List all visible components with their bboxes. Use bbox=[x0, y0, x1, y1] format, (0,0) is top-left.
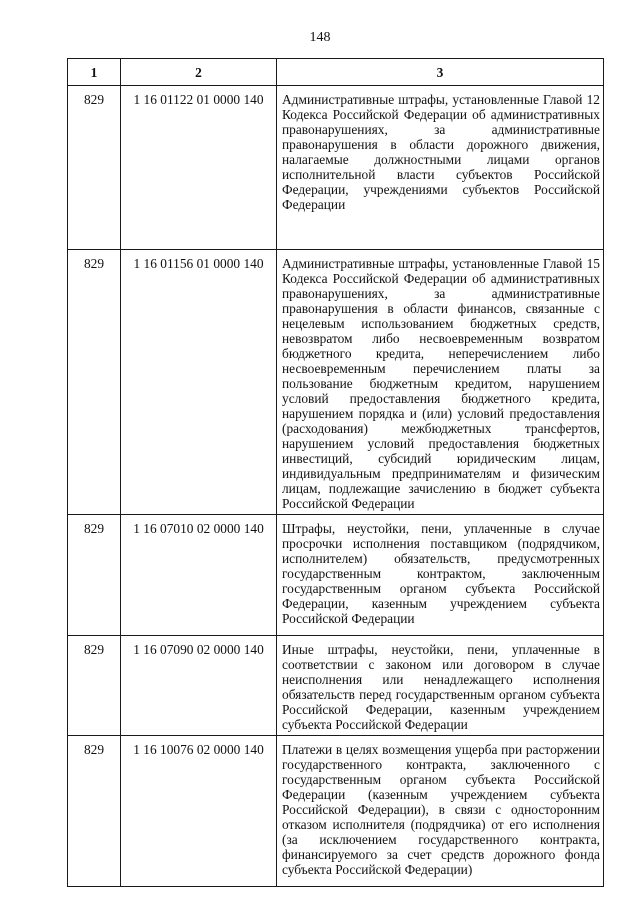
description-cell bbox=[277, 515, 604, 636]
kbk-code-cell: 1 16 07090 02 0000 140 bbox=[121, 636, 277, 736]
description-cell bbox=[277, 736, 604, 887]
column-header-3: 3 bbox=[277, 59, 604, 86]
table-row bbox=[68, 250, 604, 515]
budget-codes-table bbox=[67, 58, 604, 887]
page-number: 148 bbox=[309, 30, 331, 45]
description-text: Иные штрафы, неустойки, пени, уплаченные в соответствии с законом или договором в случае неисполнения или ненадлежащего исполнения обязательств перед государственным органом субъекта Российской Федерации, казенным учреждением субъекта Российской Федерации bbox=[282, 642, 600, 732]
admin-code-cell: 829 bbox=[68, 515, 121, 636]
table-header-row bbox=[68, 59, 604, 86]
kbk-code-cell: 1 16 07010 02 0000 140 bbox=[121, 515, 277, 636]
table-row bbox=[68, 736, 604, 887]
table-row bbox=[68, 86, 604, 250]
column-header-1: 1 bbox=[68, 59, 121, 86]
table-row bbox=[68, 515, 604, 636]
table-row bbox=[68, 636, 604, 736]
admin-code-cell: 829 bbox=[68, 250, 121, 515]
admin-code-cell: 829 bbox=[68, 636, 121, 736]
admin-code-cell: 829 bbox=[68, 86, 121, 250]
kbk-code-cell: 1 16 10076 02 0000 140 bbox=[121, 736, 277, 887]
kbk-code-cell: 1 16 01156 01 0000 140 bbox=[121, 250, 277, 515]
description-cell bbox=[277, 636, 604, 736]
admin-code-cell: 829 bbox=[68, 736, 121, 887]
description-text: Штрафы, неустойки, пени, уплаченные в случае просрочки исполнения поставщиком (подрядчиком, исполнителем) обязательств, предусмотренных государственным контрактом, заключенным государственным органом субъекта Российской Федерации, казенным учреждением субъекта Российской Федерации bbox=[282, 521, 600, 626]
description-cell bbox=[277, 86, 604, 250]
description-cell bbox=[277, 250, 604, 515]
description-text: Административные штрафы, установленные Главой 15 Кодекса Российской Федерации об административных правонарушениях, за административные правонарушения в области финансов, связанные с нецелевым использованием бюджетных средств, невозвратом либо несвоевременным возвратом бюджетного кредита, неперечислением либо несвоевременным перечислением платы за пользование бюджетным кредитом, нарушением условий предоставления бюджетного кредита, нарушением порядка и (или) условий предоставления (расходования) межбюджетных трансфертов, нарушением условий предоставления бюджетных инвестиций, субсидий юридическим лицам, индивидуальным предпринимателям и физическим лицам, подлежащие зачислению в бюджет субъекта Российской Федерации bbox=[282, 256, 600, 511]
description-text: Платежи в целях возмещения ущерба при расторжении государственного контракта, заключенного с государственным органом субъекта Российской Федерации (казенным учреждением субъекта Российской Федерации), в связи с односторонним отказом исполнителя (подрядчика) от его исполнения (за исключением государственного контракта, финансируемого за счет средств дорожного фонда субъекта Российской Федерации) bbox=[282, 742, 600, 877]
kbk-code-cell: 1 16 01122 01 0000 140 bbox=[121, 86, 277, 250]
column-header-2: 2 bbox=[121, 59, 277, 86]
description-text: Административные штрафы, установленные Главой 12 Кодекса Российской Федерации об административных правонарушениях, за административные правонарушения в области дорожного движения, налагаемые должностными лицами органов исполнительной власти субъектов Российской Федерации, учреждениями субъектов Российской Федерации bbox=[282, 92, 600, 212]
